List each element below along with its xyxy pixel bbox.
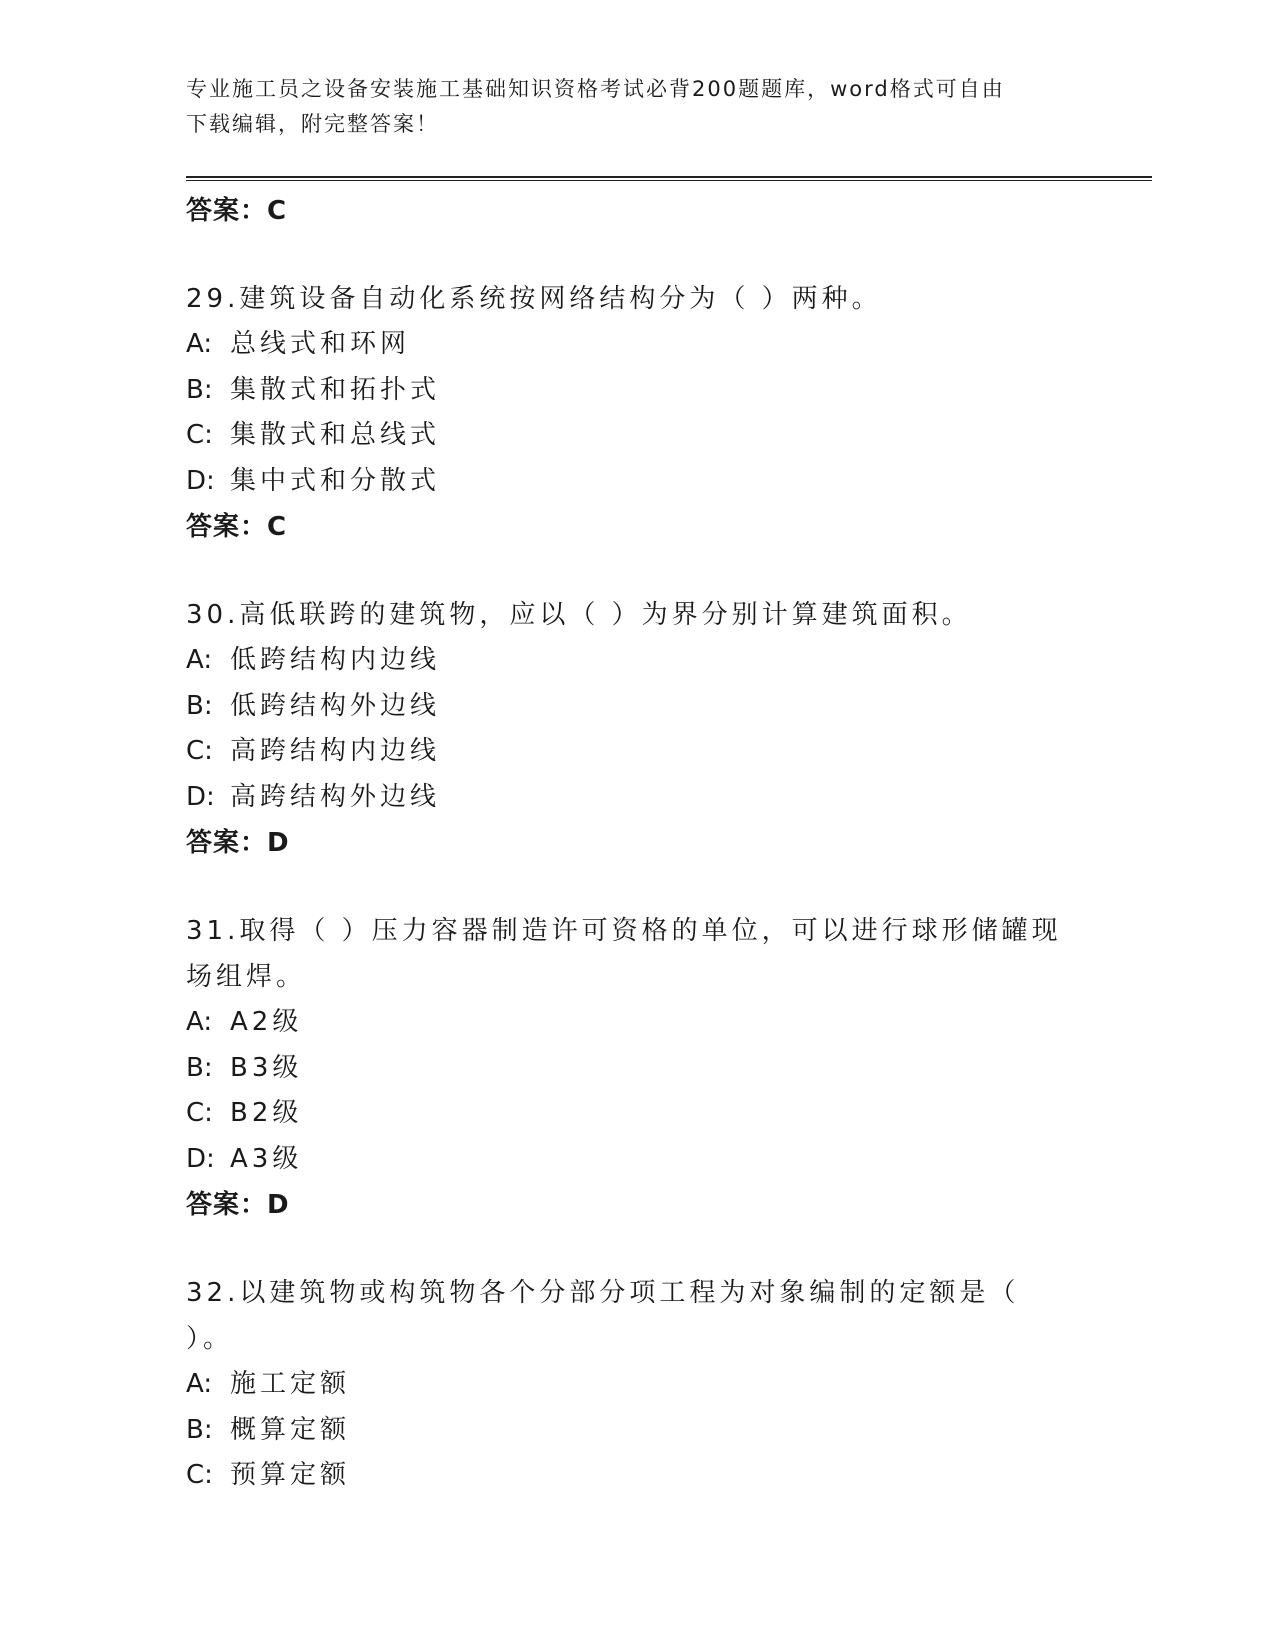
header-line-2: 下载编辑，附完整答案！	[186, 112, 439, 136]
option-key: B:	[186, 374, 213, 405]
option-c	[186, 1091, 1066, 1137]
question-block	[186, 1270, 1066, 1499]
header-divider	[186, 176, 1152, 181]
option-text: 预算定额	[230, 1460, 351, 1490]
option-text: B3级	[230, 1052, 303, 1083]
answer-line	[186, 1182, 1066, 1228]
option-text: 集散式和总线式	[230, 420, 441, 450]
question-stem: 31.取得（ ）压力容器制造许可资格的单位，可以进行球形储罐现场组焊。	[186, 916, 1062, 992]
option-text: 高跨结构外边线	[230, 781, 441, 812]
option-d	[186, 459, 1066, 505]
answer-line	[186, 820, 1066, 866]
answer-value: D	[267, 1190, 290, 1220]
option-c	[186, 729, 1066, 775]
question-list	[186, 188, 1066, 1499]
option-text: A2级	[230, 1007, 303, 1037]
option-a	[186, 322, 1066, 368]
option-key: C:	[186, 1460, 213, 1490]
option-key: D:	[186, 781, 215, 812]
option-a	[186, 638, 1066, 684]
question-stem: 32.以建筑物或构筑物各个分部分项工程为对象编制的定额是（ ）。	[186, 1278, 1020, 1354]
option-key: D:	[186, 1143, 215, 1174]
answer-label: 答案：	[186, 828, 268, 858]
option-key: C:	[186, 1098, 213, 1128]
option-key: A:	[186, 329, 213, 359]
option-key: C:	[186, 736, 213, 766]
option-key: D:	[186, 465, 215, 496]
option-text: A3级	[230, 1143, 303, 1174]
option-a	[186, 1362, 1066, 1408]
question-block	[186, 276, 1066, 550]
option-d	[186, 775, 1066, 821]
option-text: 高跨结构内边线	[230, 736, 441, 766]
answer-line	[186, 504, 1066, 550]
answer-line	[186, 188, 1066, 234]
option-text: 低跨结构内边线	[230, 645, 441, 675]
option-text: 集散式和拓扑式	[230, 374, 441, 405]
answer-label: 答案：	[186, 1190, 268, 1220]
header-line-1: 专业施工员之设备安装施工基础知识资格考试必背200题题库，word格式可自由	[186, 77, 1005, 101]
answer-value: C	[267, 512, 288, 542]
option-key: B:	[186, 690, 213, 721]
option-key: A:	[186, 1369, 213, 1399]
option-a	[186, 1000, 1066, 1046]
option-b	[186, 684, 1066, 730]
option-key: A:	[186, 1007, 213, 1037]
option-text: 施工定额	[230, 1369, 351, 1399]
option-text: 总线式和环网	[230, 329, 411, 359]
option-b	[186, 1408, 1066, 1454]
answer-label: 答案：	[186, 512, 268, 542]
option-c	[186, 413, 1066, 459]
question-stem: 30.高低联跨的建筑物，应以（ ）为界分别计算建筑面积。	[186, 600, 972, 630]
question-block	[186, 908, 1066, 1228]
option-key: C:	[186, 420, 213, 450]
answer-label: 答案：	[186, 196, 268, 226]
option-key: A:	[186, 645, 213, 675]
option-key: B:	[186, 1052, 213, 1083]
question-stem: 29.建筑设备自动化系统按网络结构分为（ ）两种。	[186, 284, 882, 314]
option-text: 集中式和分散式	[230, 465, 441, 496]
option-text: 概算定额	[230, 1414, 351, 1445]
option-d	[186, 1137, 1066, 1183]
answer-value: C	[267, 196, 288, 226]
question-block	[186, 592, 1066, 866]
option-text: B2级	[230, 1098, 303, 1128]
option-b	[186, 1046, 1066, 1092]
answer-value: D	[267, 828, 290, 858]
option-b	[186, 368, 1066, 414]
option-c	[186, 1453, 1066, 1499]
option-key: B:	[186, 1414, 213, 1445]
option-text: 低跨结构外边线	[230, 690, 441, 721]
document-header	[186, 72, 1066, 142]
